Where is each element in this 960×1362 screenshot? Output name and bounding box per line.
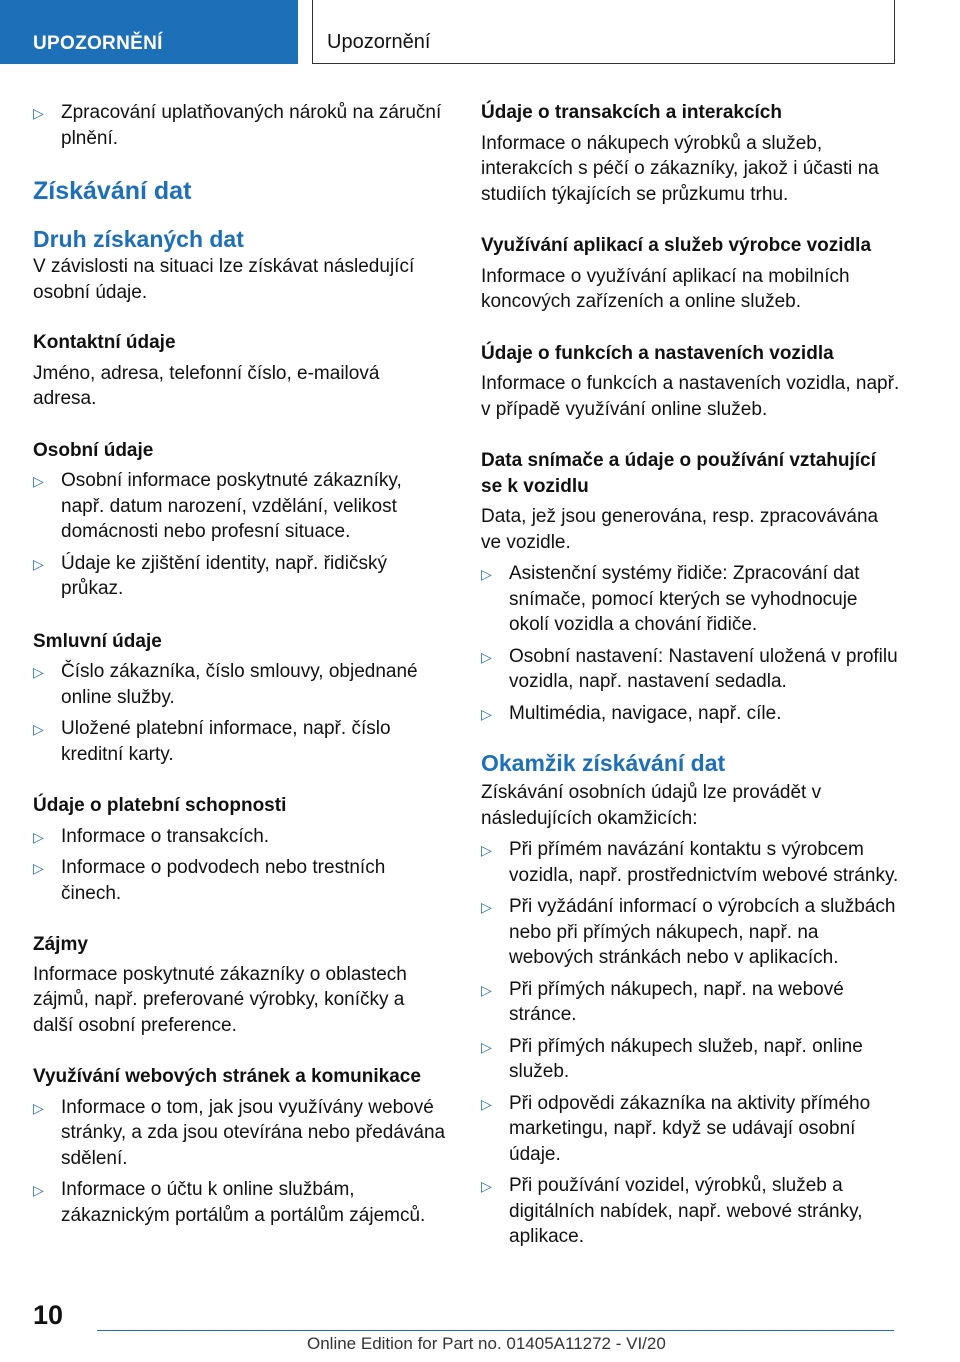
footer-edition: Online Edition for Part no. 01405A11272 - VI/20 [307, 1334, 666, 1353]
list-item [33, 100, 446, 151]
paragraph: Data, jež jsou generována, resp. zpracovávána ve vozidle. [481, 506, 879, 553]
sub-heading: Údaje o platební schopnosti [33, 795, 287, 816]
bullet-list [33, 100, 446, 151]
paragraph: V závislosti na situaci lze získávat následující osobní údaje. [33, 256, 415, 303]
subsection-heading: Druh získaných dat [33, 226, 244, 252]
bullet-list [481, 837, 901, 1250]
list-item-text: Při používání vozidel, výrobků, služeb a digitálních nabídek, např. webové stránky, aplikace. [509, 1175, 863, 1247]
sub-heading: Využívání webových stránek a komunikace [33, 1066, 421, 1087]
list-item [33, 824, 446, 850]
triangle-bullet-icon: ▷ [33, 1182, 44, 1198]
list-item [33, 1095, 446, 1172]
list-item-text: Při odpovědi zákazníka na aktivity přímého marketingu, např. když se udávají osobní údaje. [509, 1092, 871, 1165]
bullet-list [33, 468, 446, 602]
triangle-bullet-icon: ▷ [33, 1099, 44, 1116]
list-item-text: Údaje ke zjištění identity, např. řidičský průkaz. [61, 552, 387, 599]
paragraph: Informace o nákupech výrobků a služeb, interakcích s péčí o zákazníky, jakož i účasti na studiích týkajících se průzkumu trhu. [481, 132, 879, 205]
list-item [481, 561, 901, 638]
triangle-bullet-icon: ▷ [33, 473, 44, 489]
sub-heading: Kontaktní údaje [33, 332, 176, 353]
bullet-list [33, 1095, 446, 1229]
list-item [481, 977, 901, 1028]
section-tab: UPOZORNĚNÍ [0, 0, 298, 64]
triangle-bullet-icon: ▷ [481, 981, 492, 998]
bullet-list [481, 561, 901, 726]
paragraph: Informace o funkcích a nastaveních vozidla, např. v případě využívání online služeb. [481, 373, 900, 420]
sub-heading: Data snímače a údaje o používání vztahující se k vozidlu [481, 450, 876, 497]
section-heading: Získávání dat [33, 177, 192, 205]
list-item-text: Multimédia, navigace, např. cíle. [509, 702, 782, 724]
left-column [33, 100, 446, 1228]
list-item-text: Informace o tom, jak jsou využívány webové stránky, a zda jsou otevírána nebo předávána sdělení. [61, 1096, 446, 1169]
page-number: 10 [33, 1300, 64, 1330]
triangle-bullet-icon: ▷ [481, 1178, 492, 1194]
paragraph: Získávání osobních údajů lze provádět v následujících okamžicích: [481, 782, 822, 829]
list-item [481, 644, 901, 695]
list-item-text: Při přímém navázání kontaktu s výrobcem vozidla, např. prostřednictvím webové stránky. [509, 839, 899, 886]
list-item-text: Informace o podvodech nebo trestních činech. [61, 857, 386, 904]
list-item [481, 894, 901, 971]
list-item-text: Zpracování uplatňovaných nároků na záruční plnění. [61, 102, 442, 149]
list-item [481, 837, 901, 888]
triangle-bullet-icon: ▷ [481, 1095, 492, 1112]
subsection-heading: Okamžik získávání dat [481, 750, 726, 776]
triangle-bullet-icon: ▷ [33, 828, 44, 845]
triangle-bullet-icon: ▷ [33, 105, 44, 121]
triangle-bullet-icon: ▷ [481, 648, 492, 665]
list-item [481, 1091, 901, 1168]
triangle-bullet-icon: ▷ [33, 721, 44, 737]
list-item-text: Při přímých nákupech služeb, např. online služeb. [509, 1035, 863, 1082]
sub-heading: Osobní údaje [33, 439, 154, 461]
paragraph: Informace poskytnuté zákazníky o oblastech zájmů, např. preferované výrobky, koníčky a další osobní preference. [33, 963, 407, 1036]
sub-heading: Zájmy [33, 934, 88, 955]
list-item-text: Při přímých nákupech, např. na webové stránce. [509, 978, 844, 1025]
list-item [481, 701, 901, 727]
sub-heading: Údaje o funkcích a nastaveních vozidla [481, 342, 834, 364]
sub-heading: Údaje o transakcích a interakcích [481, 102, 782, 123]
bullet-list [33, 659, 446, 767]
triangle-bullet-icon: ▷ [33, 555, 44, 572]
triangle-bullet-icon: ▷ [33, 664, 44, 680]
list-item [33, 659, 446, 710]
list-item-text: Informace o účtu k online službám, zákaznickým portálům a portálům zájemců. [61, 1179, 426, 1226]
list-item [481, 1034, 901, 1085]
bullet-list [33, 824, 446, 907]
list-item-text: Informace o transakcích. [61, 825, 270, 847]
right-column [481, 100, 901, 1250]
triangle-bullet-icon: ▷ [481, 705, 492, 722]
triangle-bullet-icon: ▷ [481, 842, 492, 858]
triangle-bullet-icon: ▷ [481, 566, 492, 582]
list-item [33, 551, 446, 602]
list-item [33, 468, 446, 545]
list-item-text: Osobní informace poskytnuté zákazníky, např. datum narození, vzdělání, velikost domácnosti nebo profesní situace. [61, 470, 402, 542]
list-item-text: Uložené platební informace, např. číslo kreditní karty. [61, 718, 391, 765]
triangle-bullet-icon: ▷ [481, 1038, 492, 1055]
list-item [481, 1173, 901, 1250]
triangle-bullet-icon: ▷ [481, 899, 492, 915]
paragraph: Jméno, adresa, telefonní číslo, e-mailová adresa. [33, 362, 380, 409]
page-title: Upozornění [312, 0, 895, 64]
triangle-bullet-icon: ▷ [33, 860, 44, 876]
list-item [33, 716, 446, 767]
list-item [33, 1177, 446, 1228]
list-item-text: Asistenční systémy řidiče: Zpracování dat snímače, pomocí kterých se vyhodnocuje okolí vozidla a chování řidiče. [509, 563, 860, 635]
list-item-text: Při vyžádání informací o výrobcích a službách nebo při přímých nákupech, např. na webových stránkách nebo v aplikacích. [509, 896, 896, 968]
sub-heading: Smluvní údaje [33, 630, 162, 652]
list-item [33, 855, 446, 906]
paragraph: Informace o využívání aplikací na mobilních koncových zařízeních a online služeb. [481, 265, 850, 312]
list-item-text: Osobní nastavení: Nastavení uložená v profilu vozidla, např. nastavení sedadla. [509, 645, 898, 692]
sub-heading: Využívání aplikací a služeb výrobce vozidla [481, 235, 872, 256]
list-item-text: Číslo zákazníka, číslo smlouvy, objednané online služby. [61, 661, 418, 708]
footer-divider [97, 1330, 894, 1331]
